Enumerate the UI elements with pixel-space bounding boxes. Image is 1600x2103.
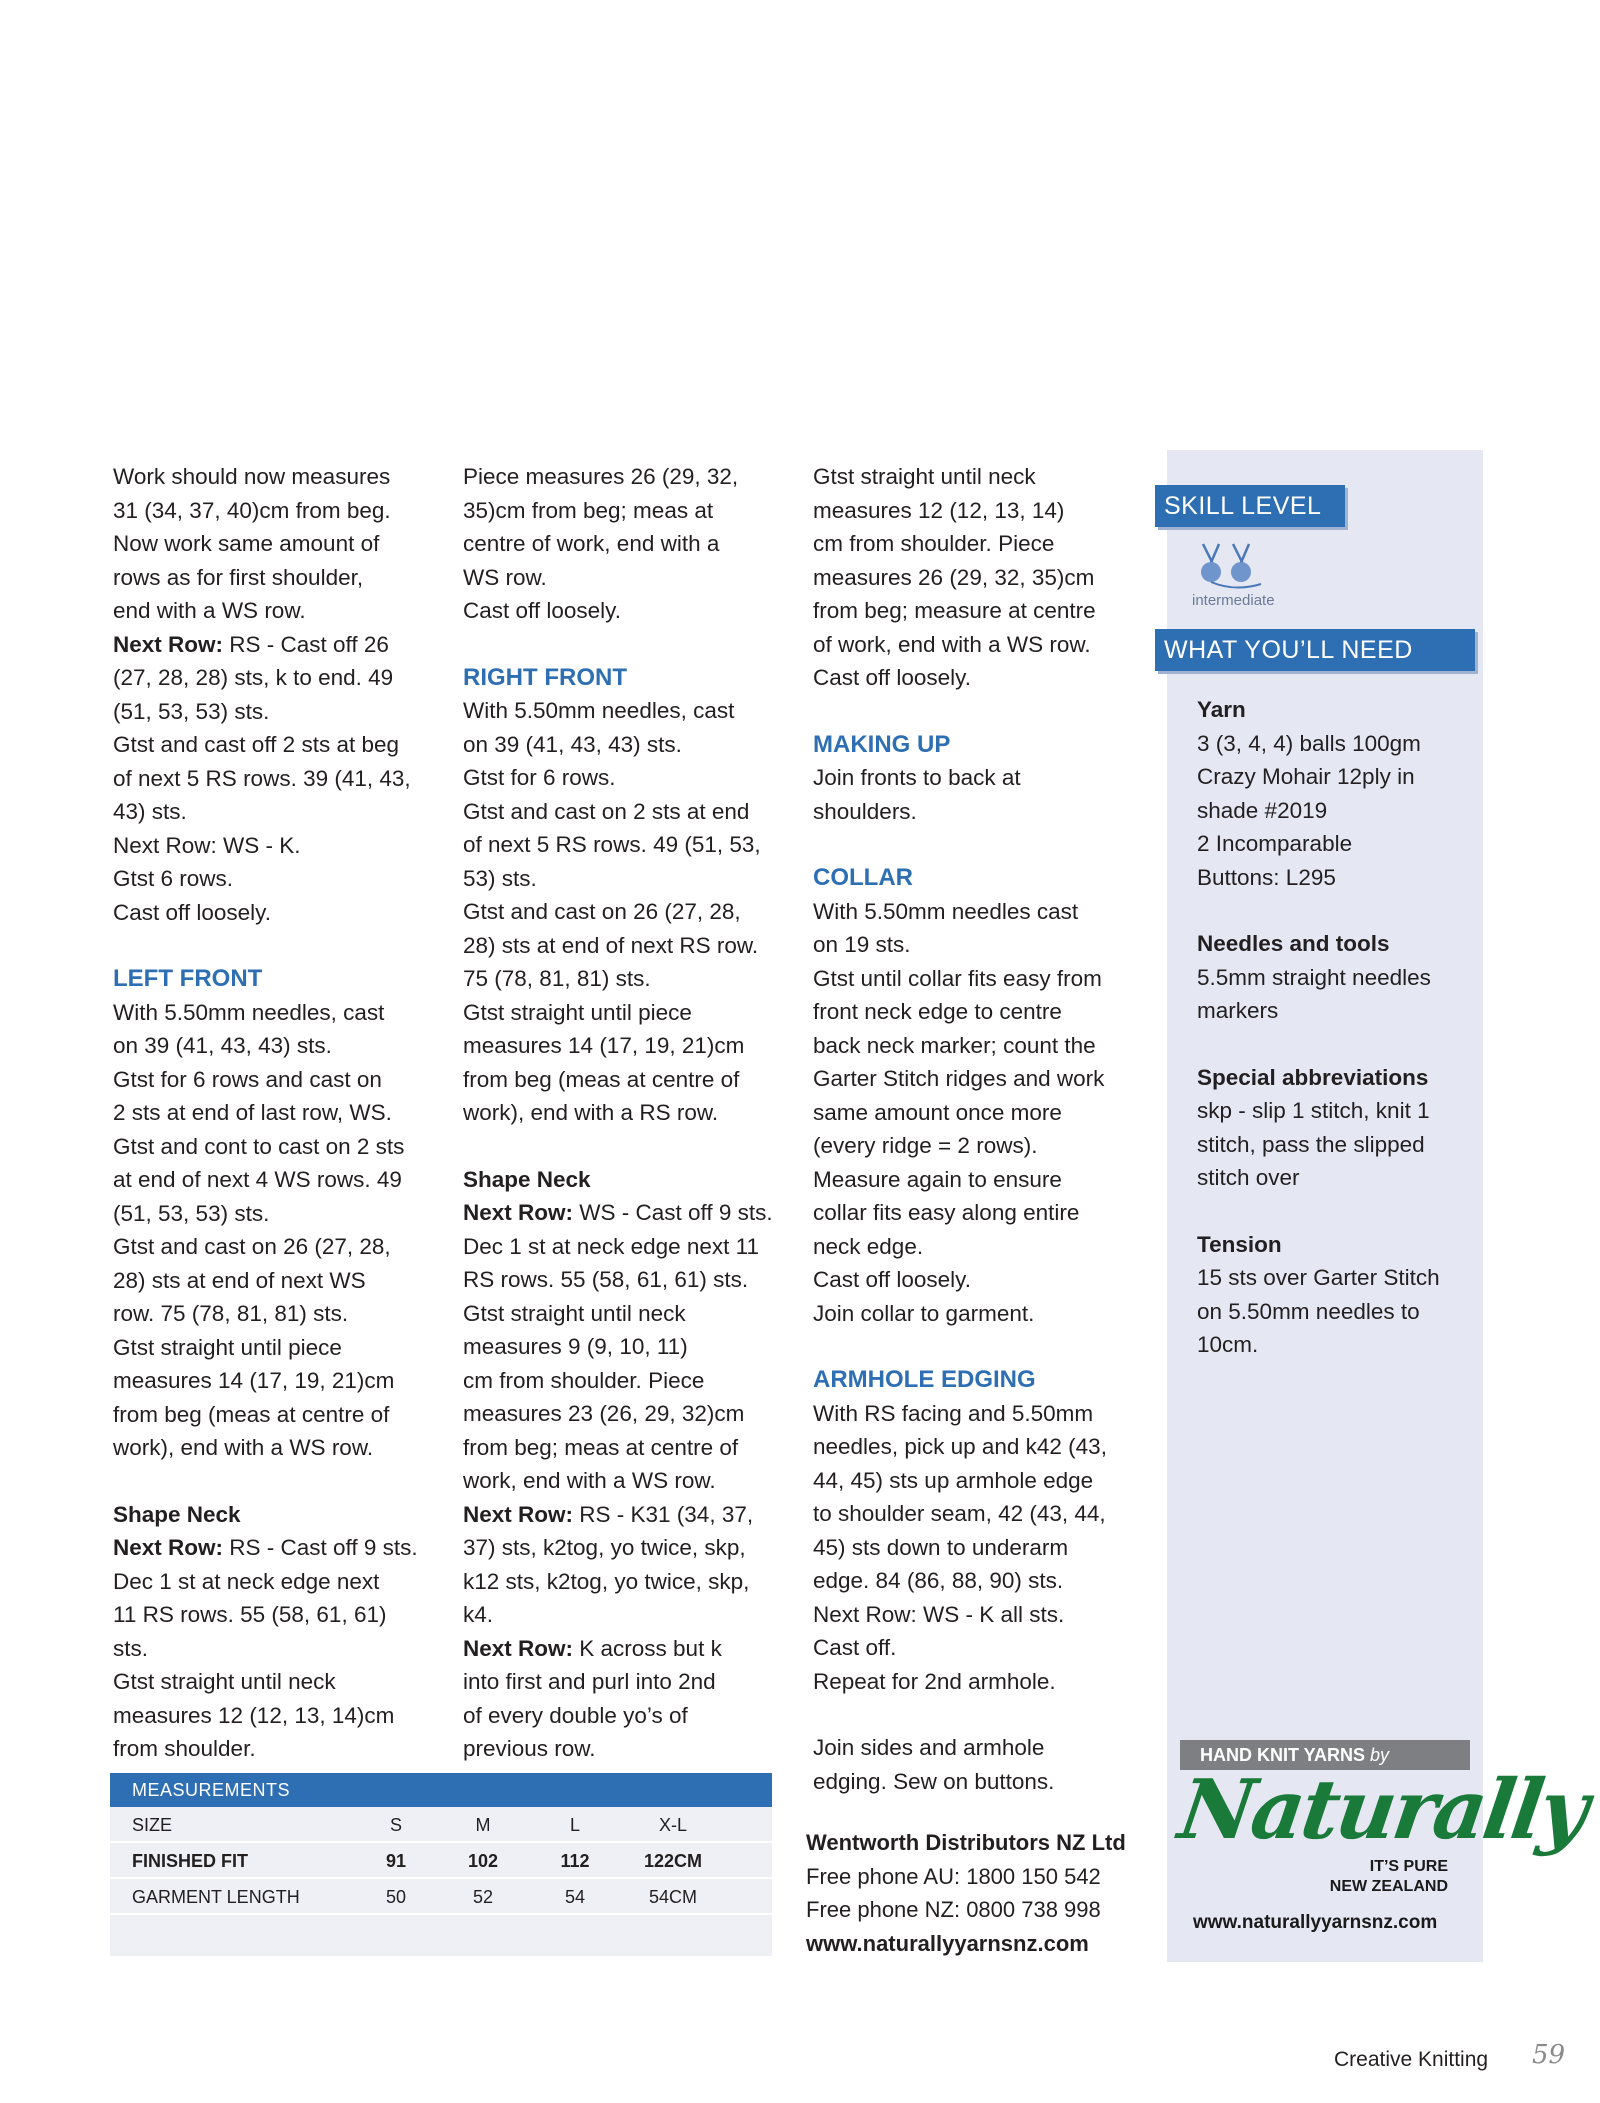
logo-script: Naturally — [1173, 1762, 1592, 1858]
cell: 54 — [564, 1887, 586, 1907]
header-m: M — [475, 1815, 491, 1835]
header-size: SIZE — [132, 1815, 173, 1835]
abbreviations-heading: Special abbreviations — [1197, 1064, 1429, 1090]
neck-straight-text: Gtst straight until neck measures 12 (12, 13, 14) cm from shoulder. Piece measures 26 (29, 32, 35)cm from beg; measure at centre of work, end with a WS row. Cast off loosely. — [813, 464, 1096, 690]
skill-level-value: intermediate — [1192, 592, 1275, 609]
distributor-name: Wentworth Distributors NZ Ltd — [806, 1830, 1126, 1855]
skill-level-tag: SKILL LEVEL — [1155, 485, 1345, 527]
what-you-need-tag: WHAT YOU’LL NEED — [1155, 629, 1475, 671]
logo-by: by — [1370, 1745, 1390, 1765]
needles-text: 5.5mm straight needles markers — [1197, 964, 1431, 1023]
making-up-text: Join fronts to back at shoulders. — [813, 765, 1021, 824]
neck-paragraph-1 — [463, 1196, 793, 1498]
shape-neck-text: RS - Cast off 9 sts. Dec 1 st at neck edge next 11 RS rows. 55 (58, 61, 61) sts. Gtst straight until neck measures 12 (12, 13, 14)cm from shoulder. — [113, 1535, 418, 1761]
row-label: GARMENT LENGTH — [132, 1887, 300, 1907]
logo-url[interactable]: www.naturallyyarnsnz.com — [1193, 1912, 1438, 1933]
armhole-edging-heading: ARMHOLE EDGING — [813, 1366, 1036, 1393]
cell: 91 — [385, 1851, 407, 1871]
shape-neck-paragraph — [113, 1531, 433, 1766]
materials-list — [1197, 693, 1477, 1362]
header-l: L — [569, 1815, 580, 1835]
abbreviations-text: skp - slip 1 stitch, knit 1 stitch, pass the slipped stitch over — [1197, 1098, 1430, 1190]
collar-text: With 5.50mm needles cast on 19 sts. Gtst until collar fits easy from front neck edge to centre back neck marker; count the Garter Stitch ridges and work same amount once more (every ridge = 2 rows). Measure again to ensure collar fits easy along entire neck edge. Cast off loosely. Join collar to garment. — [813, 898, 1105, 1326]
needles-heading: Needles and tools — [1197, 931, 1390, 956]
logo-band-text: HAND KNIT YARNS — [1200, 1745, 1366, 1765]
shape-neck-heading-2: Shape Neck — [463, 1166, 591, 1192]
naturally-logo — [1173, 1740, 1592, 1910]
header-s: S — [389, 1815, 402, 1835]
measurements-table — [110, 1773, 772, 1956]
next-row-label-2: Next Row: — [463, 1501, 574, 1527]
header-xl: X-L — [658, 1815, 687, 1835]
knitting-needles-icon — [1195, 542, 1265, 595]
neck-text-2: RS - K31 (34, 37, 37) sts, k2tog, yo twice, skp, k12 sts, k2tog, yo twice, skp, k4. — [463, 1501, 754, 1627]
piece-measures-text: Piece measures 26 (29, 32, 35)cm from beg; meas at centre of work, end with a WS row. Cast off loosely. — [463, 464, 739, 623]
right-front-text: With 5.50mm needles, cast on 39 (41, 43, 43) sts. Gtst for 6 rows. Gtst and cast on 2 sts at end of next 5 RS rows. 49 (51, 53, 53) sts. Gtst and cast on 26 (27, 28, 28) sts at end of next RS row. 75 (78, 81, 81) sts. Gtst straight until piece measures 14 (17, 19, 21)cm from beg (meas at centre of work), end with a RS row. — [463, 698, 761, 1125]
finishing-text: Join sides and armhole edging. Sew on buttons. — [813, 1735, 1055, 1794]
tension-heading: Tension — [1197, 1231, 1282, 1257]
logo-tagline-2: NEW ZEALAND — [1329, 1878, 1448, 1895]
neck-text-3: K across but k into first and purl into 2nd of every double yo’s of previous row. — [463, 1635, 722, 1761]
left-front-heading: LEFT FRONT — [113, 965, 263, 992]
neck-paragraph-2 — [463, 1498, 793, 1632]
neck-paragraph-3 — [463, 1632, 793, 1766]
pattern-column-3 — [813, 460, 1153, 1798]
pattern-column-1 — [113, 460, 433, 1766]
distributor-contact — [806, 1826, 1146, 1960]
shape-neck-heading: Shape Neck — [113, 1501, 241, 1527]
next-row-label: Next Row: — [113, 631, 224, 657]
cell: 52 — [472, 1887, 494, 1907]
cell: 54CM — [648, 1887, 697, 1907]
neck-text-1: WS - Cast off 9 sts. Dec 1 st at neck edge next 11 RS rows. 55 (58, 61, 61) sts. Gtst straight until neck measures 9 (9, 10, 11) cm from shoulder. Piece measures 23 (26, 29, 32)cm from beg; meas at centre of work, end with a WS row. — [463, 1200, 773, 1493]
row-label: FINISHED FIT — [132, 1851, 248, 1871]
table-row — [110, 1879, 772, 1915]
yarn-text: 3 (3, 4, 4) balls 100gm Crazy Mohair 12ply in shade #2019 2 Incomparable Buttons: L295 — [1197, 730, 1421, 890]
phone-au: Free phone AU: 1800 150 542 — [806, 1863, 1101, 1889]
left-front-text: With 5.50mm needles, cast on 39 (41, 43, 43) sts. Gtst for 6 rows and cast on 2 sts at end of last row, WS. Gtst and cont to cast on 2 sts at end of next 4 WS rows. 49 (51, 53, 53) sts. Gtst and cast on 26 (27, 28, 28) sts at end of next WS row. 75 (78, 81, 81) sts. Gtst straight until piece measures 14 (17, 19, 21)cm from beg (meas at centre of work), end with a WS row. — [113, 999, 405, 1460]
phone-nz: Free phone NZ: 0800 738 998 — [806, 1897, 1101, 1922]
logo-tagline-1: IT’S PURE — [1369, 1858, 1448, 1875]
pattern-column-2 — [463, 460, 793, 1766]
table-row — [110, 1843, 772, 1879]
shape-neck-label: Next Row: — [113, 1535, 224, 1560]
next-row-label-1: Next Row: — [463, 1200, 574, 1225]
yarn-heading: Yarn — [1197, 697, 1246, 722]
next-row-paragraph — [113, 628, 433, 930]
back-finish-text: Work should now measures 31 (34, 37, 40)cm from beg. Now work same amount of rows as for first shoulder, end with a WS row. — [113, 464, 391, 623]
magazine-title: Creative Knitting — [1334, 2048, 1489, 2071]
collar-heading: COLLAR — [813, 864, 913, 891]
cell: 102 — [467, 1851, 499, 1871]
cell: 112 — [560, 1851, 590, 1871]
next-row-label-3: Next Row: — [463, 1635, 574, 1661]
page-number: 59 — [1532, 2040, 1566, 2070]
cell: 122CM — [643, 1851, 703, 1871]
making-up-heading: MAKING UP — [813, 730, 951, 758]
tension-text: 15 sts over Garter Stitch on 5.50mm needles to 10cm. — [1197, 1265, 1440, 1357]
right-front-heading: RIGHT FRONT — [463, 663, 627, 691]
measurements-title: MEASUREMENTS — [110, 1773, 772, 1807]
table-header-row — [110, 1807, 772, 1843]
cell: 50 — [385, 1887, 407, 1907]
next-row-text: RS - Cast off 26 (27, 28, 28) sts, k to end. 49 (51, 53, 53) sts. Gtst and cast off 2 sts at beg of next 5 RS rows. 39 (41, 43, 43) sts. Next Row: WS - K. Gtst 6 rows. Cast off loosely. — [113, 631, 411, 925]
armhole-edging-text: With RS facing and 5.50mm needles, pick up and k42 (43, 44, 45) sts up armhole edge to shoulder seam, 42 (43, 44, 45) sts down to underarm edge. 84 (86, 88, 90) sts. Next Row: WS - K all sts. Cast off. Repeat for 2nd armhole. — [813, 1400, 1107, 1694]
distributor-url[interactable]: www.naturallyyarnsnz.com — [806, 1930, 1089, 1956]
